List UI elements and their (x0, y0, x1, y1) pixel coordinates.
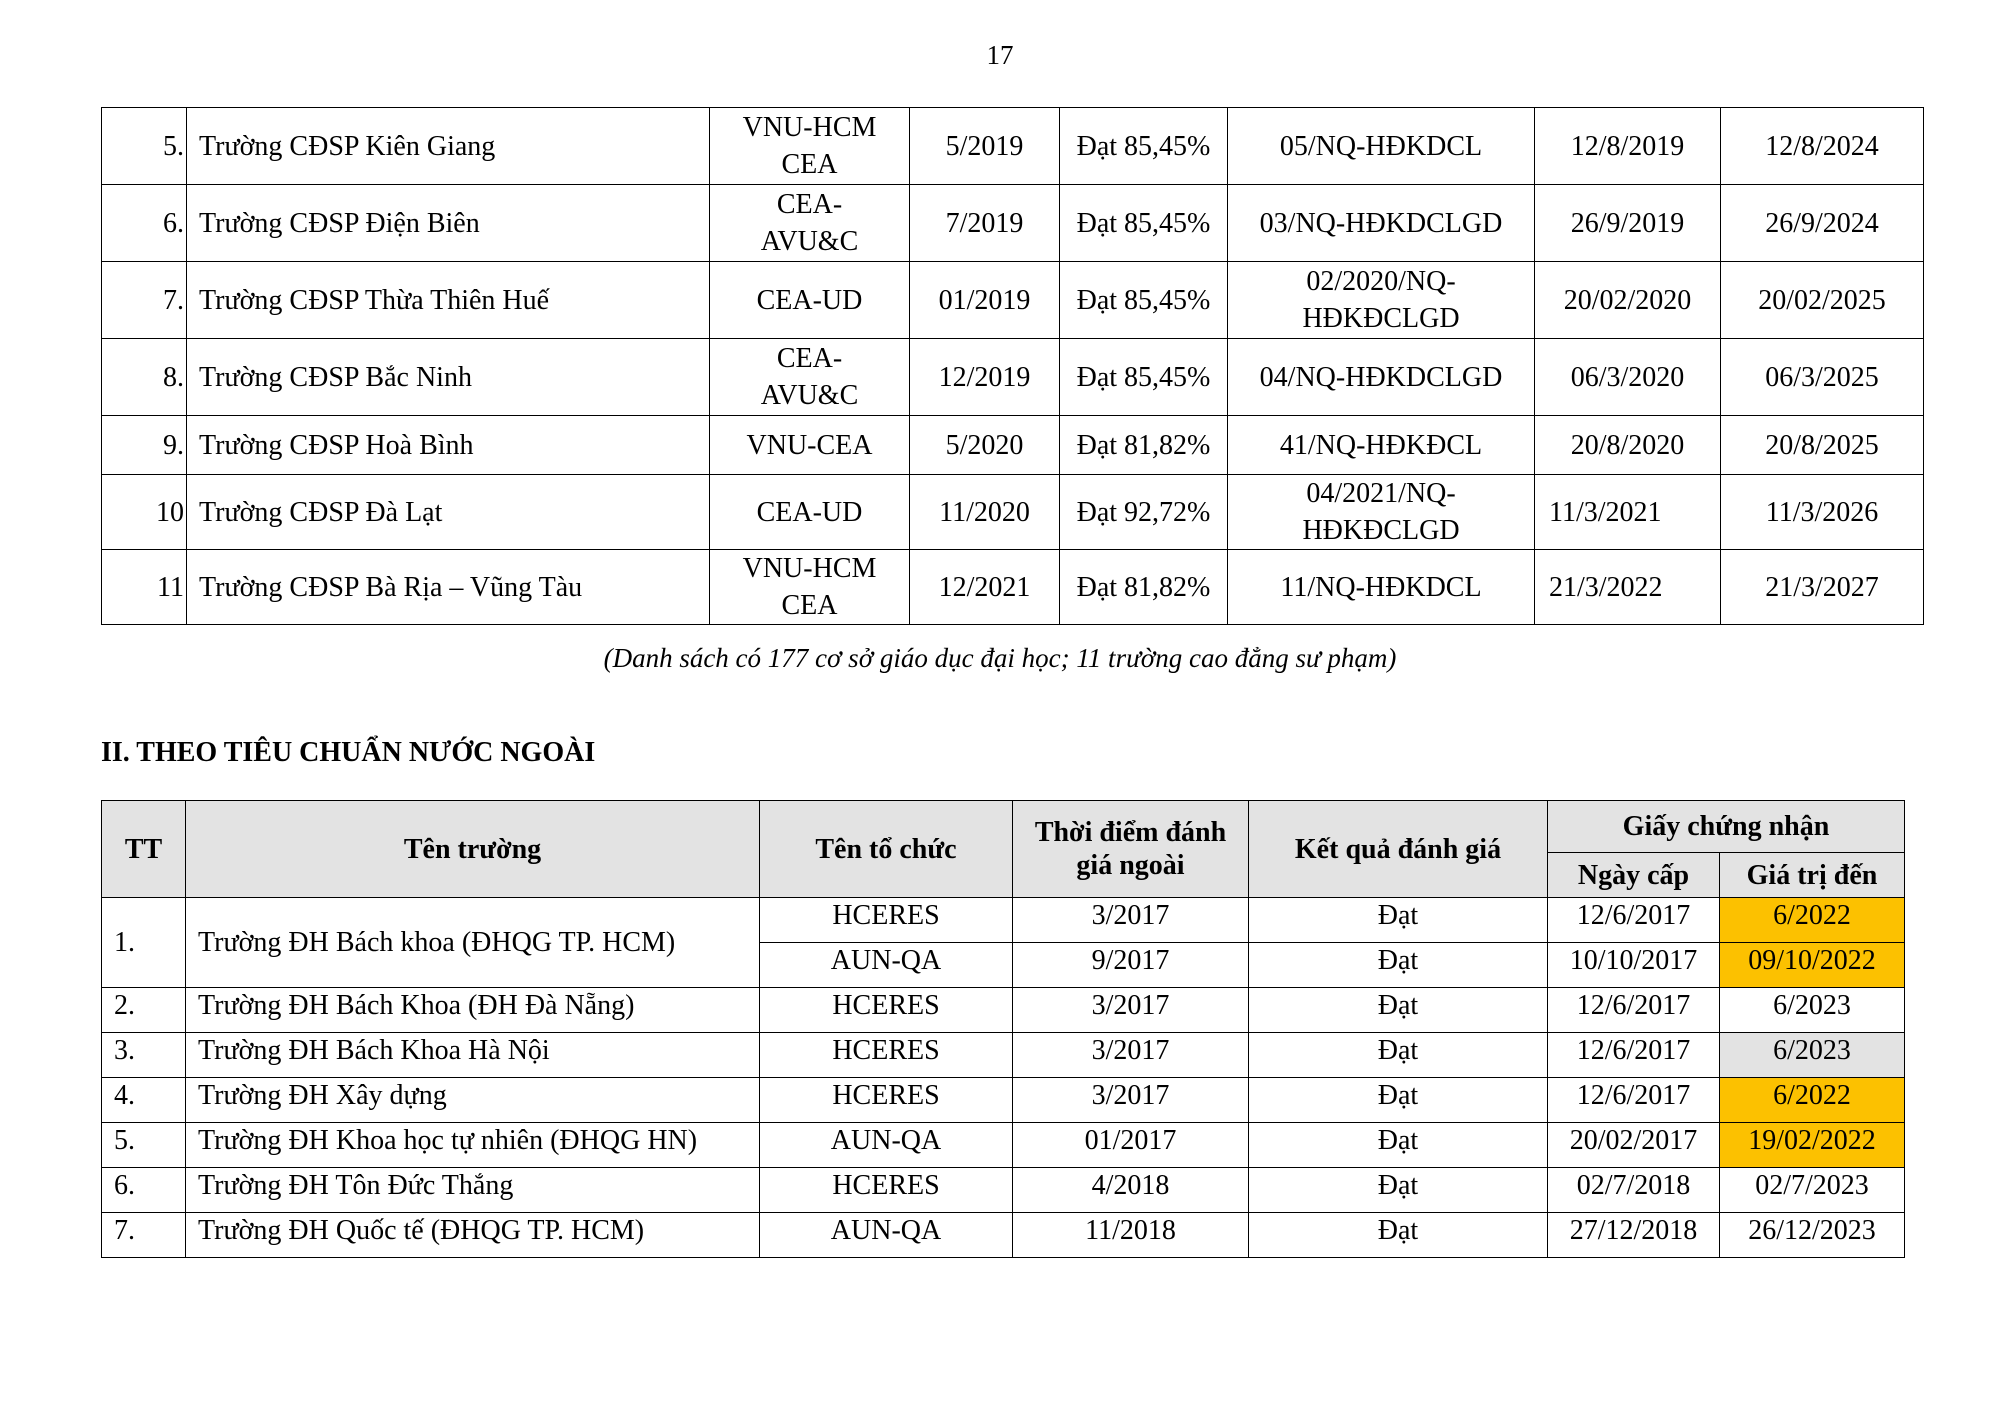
evaluation-time: 01/2019 (910, 262, 1060, 339)
evaluation-result: Đạt 85,45% (1060, 339, 1228, 416)
header-school-name: Tên trường (186, 801, 760, 898)
valid-until: 06/3/2025 (1721, 339, 1924, 416)
valid-until: 09/10/2022 (1720, 943, 1905, 988)
evaluation-result: Đạt (1249, 1033, 1548, 1078)
evaluation-time: 3/2017 (1013, 1033, 1249, 1078)
organization-line: CEA- (776, 189, 843, 220)
issued-date: 26/9/2019 (1535, 185, 1721, 262)
decision-number (1228, 339, 1535, 416)
issued-date: 21/3/2022 (1535, 550, 1721, 625)
table-row (102, 475, 1924, 550)
evaluation-result: Đạt (1249, 1123, 1548, 1168)
evaluation-result: Đạt (1249, 988, 1548, 1033)
row-number: 7. (102, 262, 187, 339)
organization (710, 185, 910, 262)
table-foreign-standards (101, 800, 1905, 1258)
row-number: 1. (102, 898, 186, 988)
school-name: Trường CĐSP Đà Lạt (187, 475, 710, 550)
organization (710, 550, 910, 625)
header-issued-date: Ngày cấp (1548, 853, 1720, 898)
evaluation-result: Đạt 81,82% (1060, 416, 1228, 475)
table-row (102, 339, 1924, 416)
table-row (102, 1123, 1905, 1168)
valid-until: 11/3/2026 (1721, 475, 1924, 550)
table-row (102, 1078, 1905, 1123)
issued-date: 11/3/2021 (1535, 475, 1721, 550)
valid-until: 26/12/2023 (1720, 1213, 1905, 1258)
valid-until: 12/8/2024 (1721, 108, 1924, 185)
school-name: Trường CĐSP Thừa Thiên Huế (187, 262, 710, 339)
table-row (102, 1168, 1905, 1213)
school-name: Trường ĐH Bách khoa (ĐHQG TP. HCM) (186, 898, 760, 988)
evaluation-time: 9/2017 (1013, 943, 1249, 988)
row-number: 10 (102, 475, 187, 550)
row-number: 6. (102, 185, 187, 262)
evaluation-time: 3/2017 (1013, 898, 1249, 943)
organization-line: CEA (781, 590, 838, 621)
valid-until: 6/2023 (1720, 988, 1905, 1033)
decision-number-line: 03/NQ-HĐKDCLGD (1259, 207, 1503, 239)
valid-until: 6/2022 (1720, 1078, 1905, 1123)
evaluation-time: 12/2019 (910, 339, 1060, 416)
row-number: 8. (102, 339, 187, 416)
issued-date: 02/7/2018 (1548, 1168, 1720, 1213)
section-title: II. THEO TIÊU CHUẨN NƯỚC NGOÀI (101, 737, 596, 768)
page-number: 17 (986, 40, 1014, 70)
valid-until: 6/2023 (1720, 1033, 1905, 1078)
evaluation-time: 3/2017 (1013, 1078, 1249, 1123)
valid-until: 26/9/2024 (1721, 185, 1924, 262)
organization-line: VNU-HCM (742, 112, 877, 143)
table-row (102, 898, 1905, 943)
issued-date: 12/6/2017 (1548, 898, 1720, 943)
school-name: Trường ĐH Xây dựng (186, 1078, 760, 1123)
decision-number (1228, 262, 1535, 339)
evaluation-result: Đạt 85,45% (1060, 262, 1228, 339)
decision-number-line: 41/NQ-HĐKĐCL (1279, 429, 1483, 461)
table-row (102, 416, 1924, 475)
evaluation-result: Đạt 85,45% (1060, 185, 1228, 262)
organization-line: AVU&C (760, 380, 859, 411)
table-row (102, 550, 1924, 625)
decision-number-line: 04/NQ-HĐKDCLGD (1259, 361, 1503, 393)
evaluation-time: 12/2021 (910, 550, 1060, 625)
evaluation-result: Đạt 81,82% (1060, 550, 1228, 625)
school-name: Trường CĐSP Bắc Ninh (187, 339, 710, 416)
evaluation-time: 11/2020 (910, 475, 1060, 550)
table-row (102, 262, 1924, 339)
valid-until: 20/8/2025 (1721, 416, 1924, 475)
decision-number-line: 05/NQ-HĐKDCL (1279, 130, 1483, 162)
header-organization: Tên tổ chức (760, 801, 1013, 898)
organization: HCERES (760, 898, 1013, 943)
school-name: Trường ĐH Bách Khoa (ĐH Đà Nẵng) (186, 988, 760, 1033)
decision-number (1228, 416, 1535, 475)
table-row (102, 108, 1924, 185)
row-number: 6. (102, 1168, 186, 1213)
organization (710, 416, 910, 475)
issued-date: 12/6/2017 (1548, 988, 1720, 1033)
evaluation-time: 3/2017 (1013, 988, 1249, 1033)
evaluation-result: Đạt (1249, 1213, 1548, 1258)
issued-date: 20/8/2020 (1535, 416, 1721, 475)
decision-number (1228, 550, 1535, 625)
header-evaluation-time-line: giá ngoài (1076, 850, 1185, 881)
header-evaluation-time-line: Thời điểm đánh (1034, 817, 1227, 848)
organization: HCERES (760, 1078, 1013, 1123)
school-name: Trường CĐSP Hoà Bình (187, 416, 710, 475)
row-number: 2. (102, 988, 186, 1033)
decision-number (1228, 185, 1535, 262)
issued-date: 06/3/2020 (1535, 339, 1721, 416)
header-tt: TT (102, 801, 186, 898)
decision-number-line: 11/NQ-HĐKDCL (1280, 571, 1482, 603)
school-name: Trường ĐH Tôn Đức Thắng (186, 1168, 760, 1213)
issued-date: 20/02/2017 (1548, 1123, 1720, 1168)
decision-number-line: 04/2021/NQ- (1306, 478, 1456, 509)
valid-until: 6/2022 (1720, 898, 1905, 943)
list-note: (Danh sách có 177 cơ sở giáo dục đại học; 11 trường cao đẳng sư phạm) (603, 643, 1397, 673)
header-certificate: Giấy chứng nhận (1548, 801, 1905, 853)
evaluation-time: 7/2019 (910, 185, 1060, 262)
issued-date: 27/12/2018 (1548, 1213, 1720, 1258)
organization-line: CEA-UD (756, 284, 863, 316)
school-name: Trường ĐH Quốc tế (ĐHQG TP. HCM) (186, 1213, 760, 1258)
table-colleges-domestic (101, 107, 1924, 625)
decision-number-line: HĐKĐCLGD (1302, 303, 1460, 334)
organization-line: VNU-HCM (742, 553, 877, 584)
row-number: 7. (102, 1213, 186, 1258)
evaluation-time: 4/2018 (1013, 1168, 1249, 1213)
organization (710, 108, 910, 185)
organization-line: CEA- (776, 343, 843, 374)
issued-date: 12/6/2017 (1548, 1078, 1720, 1123)
organization-line: CEA (781, 149, 838, 180)
row-number: 4. (102, 1078, 186, 1123)
school-name: Trường ĐH Khoa học tự nhiên (ĐHQG HN) (186, 1123, 760, 1168)
evaluation-time: 5/2020 (910, 416, 1060, 475)
evaluation-result: Đạt (1249, 1168, 1548, 1213)
table-row (102, 185, 1924, 262)
issued-date: 20/02/2020 (1535, 262, 1721, 339)
issued-date: 10/10/2017 (1548, 943, 1720, 988)
organization (710, 262, 910, 339)
header-valid-until: Giá trị đến (1720, 853, 1905, 898)
evaluation-result: Đạt 85,45% (1060, 108, 1228, 185)
row-number: 9. (102, 416, 187, 475)
organization: HCERES (760, 988, 1013, 1033)
row-number: 3. (102, 1033, 186, 1078)
organization-line: CEA-UD (756, 496, 863, 528)
school-name: Trường CĐSP Bà Rịa – Vũng Tàu (187, 550, 710, 625)
row-number: 5. (102, 108, 187, 185)
evaluation-result: Đạt (1249, 943, 1548, 988)
school-name: Trường CĐSP Điện Biên (187, 185, 710, 262)
issued-date: 12/8/2019 (1535, 108, 1721, 185)
school-name: Trường CĐSP Kiên Giang (187, 108, 710, 185)
valid-until: 19/02/2022 (1720, 1123, 1905, 1168)
table-row (102, 988, 1905, 1033)
organization-line: VNU-CEA (746, 429, 873, 461)
decision-number (1228, 108, 1535, 185)
decision-number-line: HĐKĐCLGD (1302, 515, 1460, 546)
table-row (102, 1213, 1905, 1258)
valid-until: 02/7/2023 (1720, 1168, 1905, 1213)
organization: HCERES (760, 1168, 1013, 1213)
issued-date: 12/6/2017 (1548, 1033, 1720, 1078)
row-number: 11 (102, 550, 187, 625)
decision-number-line: 02/2020/NQ- (1306, 266, 1456, 297)
organization (710, 475, 910, 550)
evaluation-result: Đạt 92,72% (1060, 475, 1228, 550)
evaluation-time: 01/2017 (1013, 1123, 1249, 1168)
evaluation-result: Đạt (1249, 1078, 1548, 1123)
evaluation-time: 11/2018 (1013, 1213, 1249, 1258)
school-name: Trường ĐH Bách Khoa Hà Nội (186, 1033, 760, 1078)
evaluation-time: 5/2019 (910, 108, 1060, 185)
organization: HCERES (760, 1033, 1013, 1078)
header-evaluation-result: Kết quả đánh giá (1249, 801, 1548, 898)
row-number: 5. (102, 1123, 186, 1168)
evaluation-result: Đạt (1249, 898, 1548, 943)
header-evaluation-time (1013, 801, 1249, 898)
table-row (102, 1033, 1905, 1078)
valid-until: 21/3/2027 (1721, 550, 1924, 625)
organization: AUN-QA (760, 1123, 1013, 1168)
organization: AUN-QA (760, 943, 1013, 988)
organization-line: AVU&C (760, 226, 859, 257)
decision-number (1228, 475, 1535, 550)
valid-until: 20/02/2025 (1721, 262, 1924, 339)
organization (710, 339, 910, 416)
organization: AUN-QA (760, 1213, 1013, 1258)
